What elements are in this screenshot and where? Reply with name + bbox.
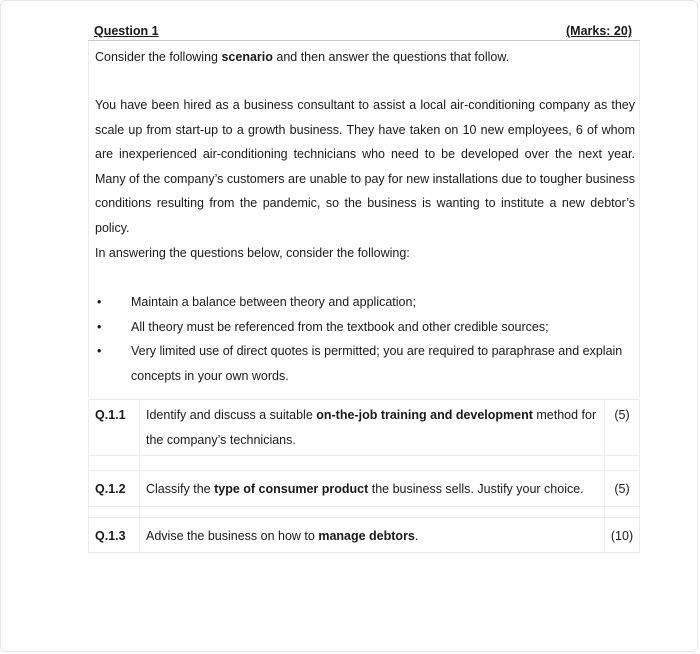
spacer-row (89, 456, 640, 471)
intro-text-end: and then answer the questions that follow. (272, 50, 510, 64)
question-number: Q.1.1 (89, 400, 140, 456)
question-bold-term: manage debtors (318, 529, 415, 544)
question-title: Question 1 (94, 24, 159, 38)
question-number: Q.1.2 (89, 471, 140, 507)
bullet-text: Very limited use of direct quotes is permitted; you are required to paraphrase and explain concepts in your own words. (131, 344, 623, 383)
question-text-start: Advise the business on how to (146, 529, 319, 544)
scenario-section (88, 41, 640, 397)
intro-text-start: Consider the following (95, 50, 222, 64)
list-item (95, 315, 635, 340)
bullet-text: Maintain a balance between theory and application; (131, 295, 416, 309)
bullet-text: All theory must be referenced from the textbook and other credible sources; (131, 319, 549, 334)
question-text-end: the business sells. Justify your choice. (368, 482, 584, 497)
list-item (95, 290, 635, 315)
table-row (89, 400, 640, 456)
question-total-marks: (Marks: 20) (566, 24, 632, 38)
question-text (140, 471, 605, 507)
intro-bold-scenario: scenario (221, 50, 273, 64)
question-text (140, 518, 605, 553)
question-marks: (5) (605, 471, 640, 507)
instructions-list (95, 290, 635, 388)
question-header (88, 20, 640, 41)
scenario-paragraph: You have been hired as a business consultant to assist a local air-conditioning company as they scale up from start-up to a growth business. They have taken on 10 new employees, 6 of whom are inexperienced air-conditioning technicians who need to be developed over the next year. Many of the company’s customers are unable to pay for new installations due to tougher business conditions resulting from the pandemic, so the business is wanting to institute a new debtor’s policy. (95, 98, 635, 235)
bullet-icon: • (97, 295, 102, 309)
table-row (89, 518, 640, 553)
question-marks: (10) (605, 518, 640, 553)
list-item (95, 339, 635, 388)
questions-table (88, 399, 640, 553)
question-text-start: Identify and discuss a suitable (146, 408, 317, 422)
intro-paragraph (95, 45, 635, 70)
question-text-end: method for the company’s technicians. (146, 408, 597, 447)
spacer-row (89, 507, 640, 518)
instructions-intro: In answering the questions below, consider the following: (95, 246, 410, 260)
question-text-start: Classify the (146, 482, 215, 497)
bullet-icon: • (97, 319, 102, 334)
table-row (89, 471, 640, 507)
question-text-end: . (414, 529, 419, 544)
question-text (140, 400, 605, 456)
question-bold-term: on-the-job training and development (316, 408, 533, 422)
question-number: Q.1.3 (89, 518, 140, 553)
question-marks: (5) (605, 400, 640, 456)
question-bold-term: type of consumer product (214, 482, 369, 497)
bullet-icon: • (97, 344, 102, 359)
